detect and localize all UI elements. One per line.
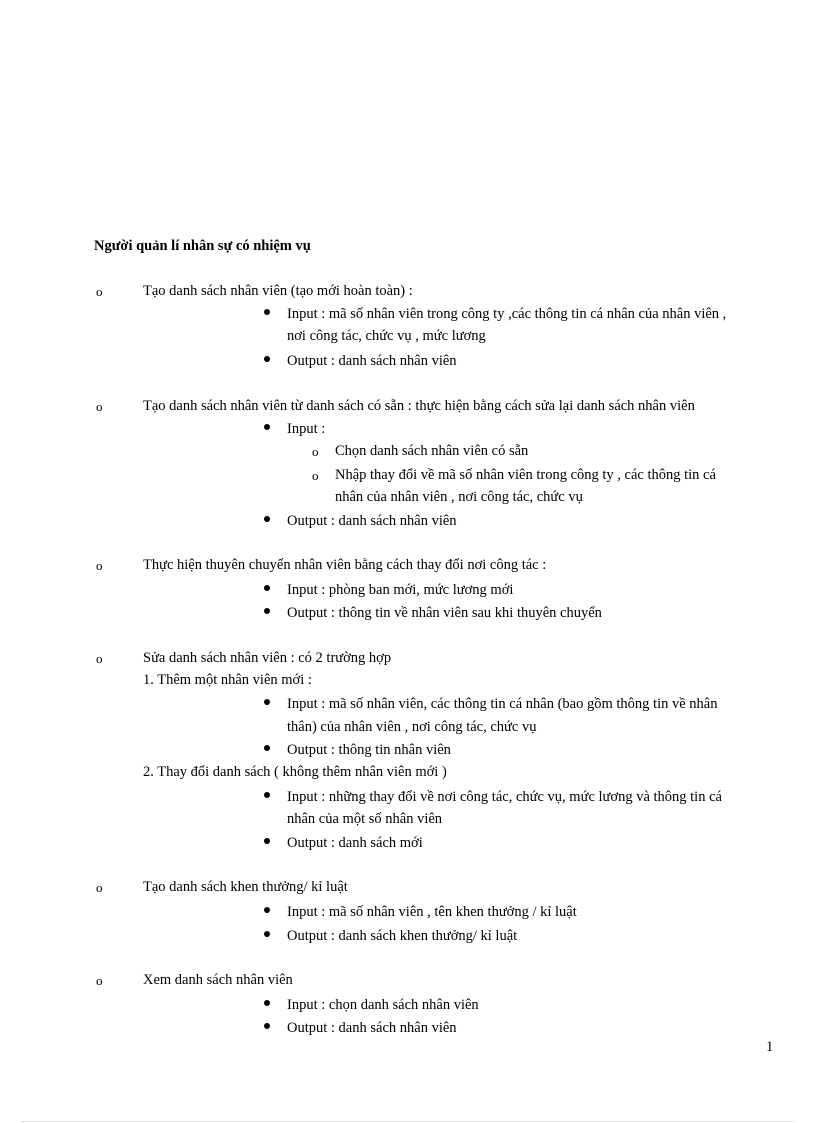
- case-title: 1. Thêm một nhân viên mới :: [143, 672, 312, 688]
- case-title: 2. Thay đổi danh sách ( không thêm nhân viên mới ): [143, 764, 447, 780]
- list-marker: o: [96, 973, 103, 988]
- output-text: Output : danh sách mới: [287, 835, 423, 851]
- bullet-icon: [264, 608, 270, 614]
- input-text-continued: nơi công tác, chức vụ , mức lương: [287, 328, 486, 344]
- output-text: Output : danh sách khen thưởng/ kỉ luật: [287, 928, 518, 944]
- sub-item-text-continued: nhân của nhân viên , nơi công tác, chức vụ: [335, 489, 583, 505]
- bullet-icon: [264, 309, 270, 315]
- output-text: Output : danh sách nhân viên: [287, 1020, 457, 1036]
- bullet-icon: [264, 1023, 270, 1029]
- output-text: Output : danh sách nhân viên: [287, 513, 457, 529]
- bullet-icon: [264, 516, 270, 522]
- section-title: Tạo danh sách nhân viên (tạo mới hoàn toàn) :: [143, 283, 413, 299]
- input-text: Input :: [287, 421, 326, 437]
- sub-list-marker: o: [312, 444, 319, 459]
- input-text: Input : mã số nhân viên , tên khen thưởng / kỉ luật: [287, 904, 577, 920]
- section-title: Tạo danh sách nhân viên từ danh sách có sẵn : thực hiện bằng cách sửa lại danh sách nhân viên: [143, 398, 695, 414]
- sub-list-marker: o: [312, 468, 319, 483]
- section-title: Tạo danh sách khen thưởng/ kỉ luật: [143, 879, 348, 895]
- section-title: Sửa danh sách nhân viên : có 2 trường hợp: [143, 650, 392, 666]
- bullet-icon: [264, 424, 270, 430]
- sub-item-text: Chọn danh sách nhân viên có sẵn: [335, 443, 529, 459]
- bullet-icon: [264, 931, 270, 937]
- input-text-continued: nhân của một số nhân viên: [287, 811, 443, 827]
- bullet-icon: [264, 792, 270, 798]
- output-text: Output : danh sách nhân viên: [287, 353, 457, 369]
- page-number: 1: [766, 1039, 774, 1055]
- bullet-icon: [264, 838, 270, 844]
- bullet-icon: [264, 585, 270, 591]
- input-text: Input : chọn danh sách nhân viên: [287, 997, 479, 1013]
- bullet-icon: [264, 1000, 270, 1006]
- output-text: Output : thông tin về nhân viên sau khi thuyên chuyển: [287, 605, 602, 621]
- bullet-icon: [264, 907, 270, 913]
- list-marker: o: [96, 880, 103, 895]
- list-marker: o: [96, 284, 103, 299]
- list-marker: o: [96, 558, 103, 573]
- section-title: Thực hiện thuyên chuyển nhân viên bằng cách thay đổi nơi công tác :: [143, 557, 547, 573]
- input-text: Input : mã số nhân viên trong công ty ,các thông tin cá nhân của nhân viên ,: [287, 306, 727, 322]
- bullet-icon: [264, 699, 270, 705]
- section-title: Xem danh sách nhân viên: [143, 972, 293, 988]
- input-text: Input : mã số nhân viên, các thông tin cá nhân (bao gồm thông tin về nhân: [287, 696, 718, 712]
- output-text: Output : thông tin nhân viên: [287, 742, 451, 758]
- list-marker: o: [96, 399, 103, 414]
- bullet-icon: [264, 356, 270, 362]
- list-marker: o: [96, 651, 103, 666]
- input-text: Input : phòng ban mới, mức lương mới: [287, 582, 514, 598]
- bullet-icon: [264, 745, 270, 751]
- sub-item-text: Nhập thay đổi về mã số nhân viên trong công ty , các thông tin cá: [335, 467, 716, 483]
- input-text: Input : những thay đổi về nơi công tác, chức vụ, mức lương và thông tin cá: [287, 789, 722, 805]
- input-text-continued: thân) của nhân viên , nơi công tác, chức vụ: [287, 719, 537, 735]
- page-heading: Người quản lí nhân sự có nhiệm vụ: [94, 238, 311, 254]
- page-bottom-divider: [22, 1121, 794, 1122]
